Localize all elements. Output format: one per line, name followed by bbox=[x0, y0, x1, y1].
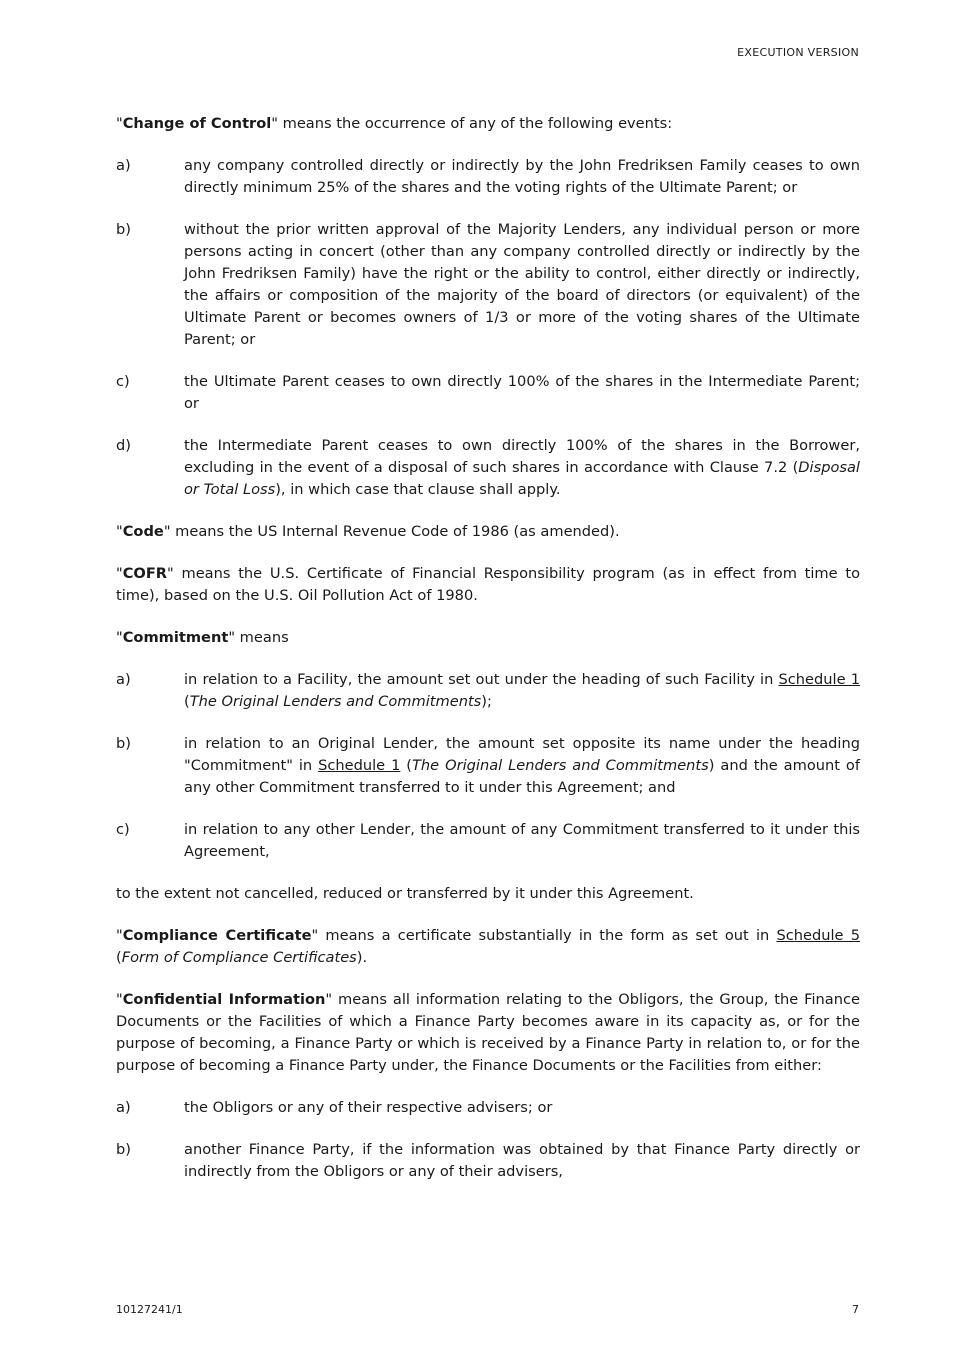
definition-change-of-control: "Change of Control" means the occurrence of any of the following events: bbox=[116, 115, 673, 132]
definition-compliance-certificate: "Compliance Certificate" means a certificate substantially in the form as set out in Schedule 5 (Form of Compliance Certificates). bbox=[116, 927, 860, 966]
page-number: 7 bbox=[852, 1303, 859, 1316]
defined-term: Compliance Certificate bbox=[122, 927, 312, 944]
definition-commitment: "Commitment" means bbox=[116, 629, 289, 646]
list-item: c) in relation to any other Lender, the amount of any Commitment transferred to it under this Agreement, bbox=[116, 821, 860, 860]
definition-confidential-information: "Confidential Information" means all information relating to the Obligors, the Group, the Finance Documents or the Facilities of which a Finance Party becomes aware in its capacity as, or for the purpose of becoming, a Finance Party or which is received by a Finance Party in relation to, or for the purpose of becoming a Finance Party under, the Finance Documents or the Facilities from either: bbox=[116, 991, 860, 1074]
definition-code: "Code" means the US Internal Revenue Code of 1986 (as amended). bbox=[116, 523, 620, 540]
list-item: b) in relation to an Original Lender, the amount set opposite its name under the heading "Commitment" in Schedule 1 (The Original Lenders and Commitments) and the amount of any other Commitment transferred to it under this Agreement; and bbox=[116, 735, 860, 796]
list-item: a) the Obligors or any of their respective advisers; or bbox=[116, 1099, 553, 1116]
list-item: b) another Finance Party, if the information was obtained by that Finance Party directly or indirectly from the Obligors or any of their advisers, bbox=[116, 1141, 860, 1180]
schedule-link[interactable]: Schedule 5 bbox=[776, 927, 860, 944]
defined-term: Commitment bbox=[122, 629, 229, 646]
list-item: a) any company controlled directly or indirectly by the John Fredriksen Family ceases to own directly minimum 25% of the shares and the voting rights of the Ultimate Parent; or bbox=[116, 157, 860, 196]
schedule-link[interactable]: Schedule 1 bbox=[318, 757, 401, 774]
list-item: a) in relation to a Facility, the amount set out under the heading of such Facility in Schedule 1 (The Original Lenders and Commitments); bbox=[116, 671, 860, 710]
schedule-link[interactable]: Schedule 1 bbox=[778, 671, 860, 688]
document-id: 10127241/1 bbox=[116, 1303, 183, 1316]
list-item: b) without the prior written approval of the Majority Lenders, any individual person or more persons acting in concert (other than any company controlled directly or indirectly by the John Fredriksen Family) have the right or the ability to control, either directly or indirectly, the affairs or composition of the majority of the board of directors (or equivalent) of the Ultimate Parent or becomes owners of 1/3 or more of the voting shares of the Ultimate Parent; or bbox=[116, 221, 860, 348]
execution-version-header: EXECUTION VERSION bbox=[737, 46, 859, 59]
document-body bbox=[116, 113, 860, 1203]
definition-cofr: "COFR" means the U.S. Certificate of Financial Responsibility program (as in effect from time to time), based on the U.S. Oil Pollution Act of 1980. bbox=[116, 565, 860, 604]
list-item: c) the Ultimate Parent ceases to own directly 100% of the shares in the Intermediate Parent; or bbox=[116, 373, 860, 412]
list-item: d) the Intermediate Parent ceases to own directly 100% of the shares in the Borrower, excluding in the event of a disposal of such shares in accordance with Clause 7.2 (Disposal or Total Loss), in which case that clause shall apply. bbox=[116, 437, 860, 498]
defined-term: Code bbox=[122, 523, 164, 540]
defined-term: COFR bbox=[122, 565, 168, 582]
defined-term: Change of Control bbox=[122, 115, 272, 132]
commitment-closing: to the extent not cancelled, reduced or transferred by it under this Agreement. bbox=[116, 885, 694, 902]
defined-term: Confidential Information bbox=[122, 991, 326, 1008]
